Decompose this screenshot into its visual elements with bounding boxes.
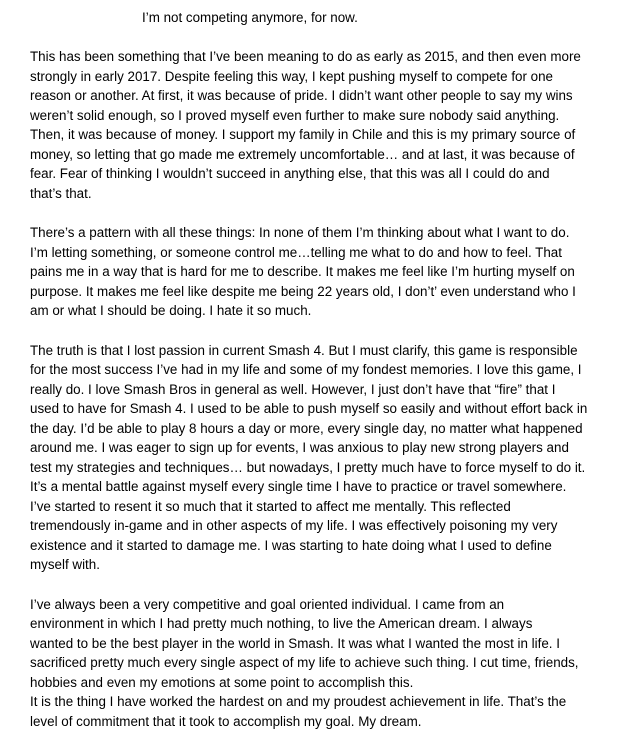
text-line: Then, it was because of money. I support my family in Chile and this is my primary source of <box>30 127 576 142</box>
text-line: fear. Fear of thinking I wouldn’t succeed in anything else, that this was all I could do and <box>30 166 550 181</box>
text-line: It is the thing I have worked the hardest on and my proudest achievement in life. That’s the <box>30 694 567 709</box>
text-line: test my strategies and techniques… but nowadays, I pretty much have to force myself to do it. <box>30 459 586 475</box>
text-line: It’s a mental battle against myself every single time I have to practice or travel somewhere. <box>30 479 567 494</box>
document-body <box>30 8 624 751</box>
text-line: around me. I was eager to sign up for events, I was anxious to play new strong players and <box>30 440 569 455</box>
text-line: level of commitment that it took to accomplish my goal. My dream. <box>30 713 422 729</box>
paragraph-3 <box>30 341 624 575</box>
text-line: strongly in early 2017. Despite feeling this way, I kept pushing myself to compete for one <box>30 68 554 84</box>
text-line: pains me in a way that is hard for me to describe. It makes me feel like I’m hurting myself on <box>30 264 575 279</box>
text-line: I’ve started to resent it so much that it started to affect me mentally. This reflected <box>30 498 511 514</box>
text-line: that’s that. <box>30 185 92 201</box>
text-line: weren’t solid enough, so I proved myself even further to make sure nobody said anything. <box>30 107 560 123</box>
text-line: am or what I should be doing. I hate it so much. <box>30 303 312 318</box>
text-line: I’ve always been a very competitive and goal oriented individual. I came from an <box>30 596 505 612</box>
text-line: I’m letting something, or someone control me…telling me what to do and how to feel. That <box>30 244 562 260</box>
text-line: The truth is that I lost passion in current Smash 4. But I must clarify, this game is responsible <box>30 342 578 358</box>
paragraph-4 <box>30 595 624 732</box>
paragraph-1 <box>30 47 624 203</box>
text-line: wanted to be the best player in the world in Smash. It was what I wanted the most in life. I <box>30 635 560 651</box>
text-line: money, so letting that go made me extremely uncomfortable… and at last, it was because of <box>30 146 575 162</box>
text-line: existence and it started to damage me. I was starting to hate doing what I used to define <box>30 537 552 553</box>
text-line: environment in which I had pretty much nothing, to live the American dream. I always <box>30 616 533 631</box>
text-line: tremendously in-game and in other aspects of my life. I was effectively poisoning my very <box>30 518 558 533</box>
text-line: This has been something that I’ve been meaning to do as early as 2015, and then even more <box>30 49 581 64</box>
text-line: for the most success I’ve had in my life and some of my fondest memories. I love this game, I <box>30 362 582 377</box>
text-line: sacrificed pretty much every single aspect of my life to achieve such thing. I cut time, friends, <box>30 655 579 670</box>
text-line: There’s a pattern with all these things: In none of them I’m thinking about what I want to do. <box>30 225 570 240</box>
text-line: myself with. <box>30 557 100 572</box>
text-line: purpose. It makes me feel like despite me being 22 years old, I don’t’ even understand who I <box>30 283 576 299</box>
document-title: I’m not competing anymore, for now. <box>142 10 358 25</box>
text-line: reason or another. At first, it was because of pride. I didn’t want other people to say my wins <box>30 88 573 103</box>
text-line: really do. I love Smash Bros in general as well. However, I just don’t have that “fire” that I <box>30 381 556 397</box>
text-line: used to have for Smash 4. I used to be able to push myself so easily and without effort back in <box>30 401 588 416</box>
text-line: the day. I’d be able to play 8 hours a day or more, every single day, no matter what happened <box>30 420 583 436</box>
paragraph-2 <box>30 223 624 321</box>
text-line: hobbies and even my emotions at some point to accomplish this. <box>30 674 414 690</box>
